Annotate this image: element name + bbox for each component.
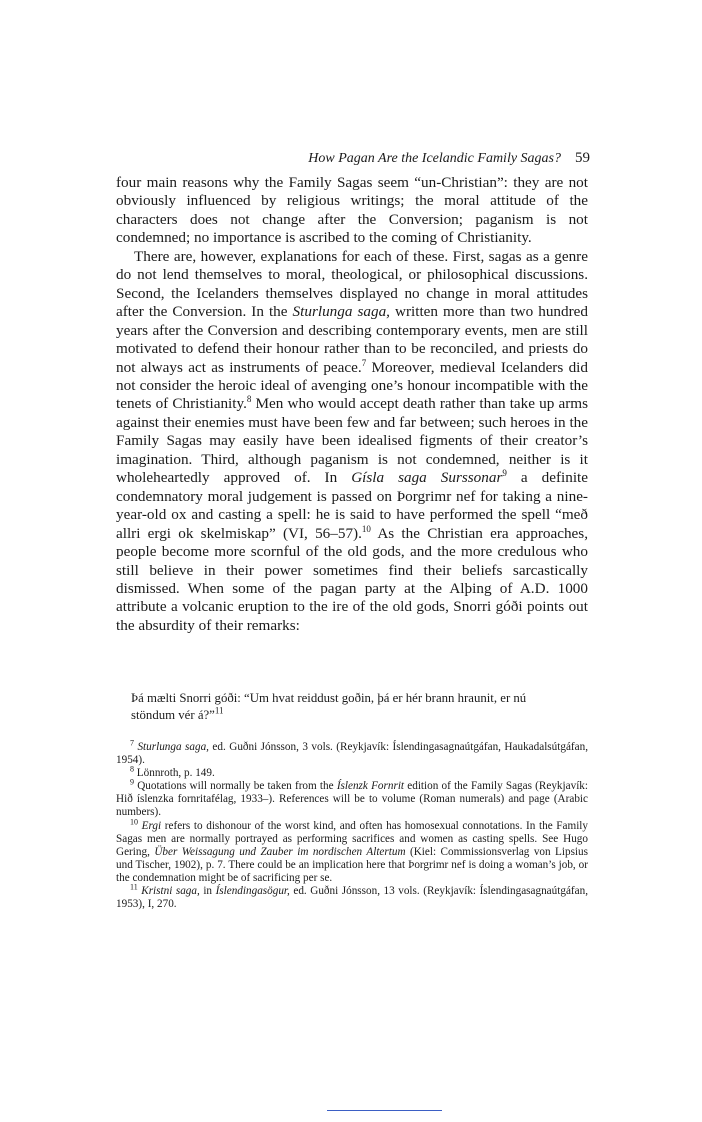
footnote-italic: Sturlunga saga, bbox=[137, 741, 209, 753]
footnote-9 bbox=[116, 777, 589, 819]
block-quote bbox=[131, 690, 571, 724]
footnote-text-b: edition of the Family Sagas (Reykjavík: Hið íslenzka fornritafélag, 1933–). References will be to volume (Roman numerals) and page (Arabic numbers). bbox=[116, 780, 589, 819]
footnote-text-a: in bbox=[199, 885, 216, 898]
footnote-7 bbox=[116, 738, 588, 767]
footnote-num: 7 bbox=[130, 738, 134, 748]
footnote-num: 10 bbox=[130, 816, 138, 826]
paragraph-1: four main reasons why the Family Sagas seem “un-Christian”: they are not obviously influenced by religious writings; the moral attitude of the characters does not change after the Conversion; paganism is not condemned; no importance is ascribed to the coming of Christianity. bbox=[116, 174, 588, 247]
p2-text-f: As the Christian era approaches, people become more scornful of the old gods, and the more credulous who still believe in their power sometimes find their beliefs sarcastically dismissed. When some of the pagan party at the Alþing of A.D. 1000 attribute a volcanic eruption to the ire of the old gods, Snorri góði points out the absurdity of their remarks: bbox=[116, 524, 588, 634]
footnotes bbox=[116, 738, 589, 911]
quote-body: Þá mælti Snorri góði: “Um hvat reiddust goðin, þá er hér brann hraunit, er nú stöndum vér á?” bbox=[131, 691, 527, 722]
gisla-title: Gísla saga Surssonar bbox=[351, 469, 503, 487]
p2-text-d: Men who would accept death rather than take up arms against their enemies must have been few and far between; such heroes in the Family Sagas may easily have been idealised figments of their creator’s imagination. Third, although paganism is not condemned, neither is it wholeheartedly approved of. In bbox=[116, 395, 588, 487]
running-title: How Pagan Are the Icelandic Family Sagas? bbox=[308, 151, 561, 166]
page-number: 59 bbox=[575, 150, 590, 166]
footnote-num: 11 bbox=[130, 882, 138, 892]
paragraph-2 bbox=[116, 248, 588, 636]
footnote-text-b: ed. Guðni Jónsson, 13 vols. (Reykjavík: Íslendingasagnaútgáfan, 1953), I, 270. bbox=[116, 885, 588, 911]
footnote-ref-7[interactable]: 7 bbox=[361, 357, 367, 368]
p2-text-e: a definite condemnatory moral judgement is passed on Þorgrimr nef for taking a nine-year-old ox and casting a spell: he is said to have performed the spell “með allri ergi ok skelmiskap” (VI, 56–57). bbox=[116, 469, 588, 542]
body-text bbox=[116, 174, 588, 635]
footnote-italic: Kristni saga, bbox=[141, 885, 200, 898]
bottom-divider bbox=[327, 1110, 442, 1111]
sturlunga-title: Sturlunga saga, bbox=[292, 303, 390, 321]
footnote-text: ed. Guðni Jónsson, 3 vols. (Reykjavík: Íslendingasagnaútgáfan, Haukadalsútgáfan, 1954). bbox=[116, 741, 588, 767]
footnote-num: 9 bbox=[130, 777, 134, 787]
running-head bbox=[115, 150, 590, 167]
footnote-8 bbox=[116, 764, 588, 780]
p2-text-c: Moreover, medieval Icelanders did not consider the heroic ideal of avenging one’s honour incompatible with the tenets of Christianity. bbox=[116, 358, 588, 413]
footnote-italic-2: Über Weissagung und Zauber im nordischen Altertum bbox=[154, 845, 406, 858]
footnote-ref-8[interactable]: 8 bbox=[246, 394, 252, 405]
footnote-italic: Ergi bbox=[141, 819, 162, 832]
p2-text-a: There are, however, explanations for each of these. First, sagas as a genre do not lend themselves to moral, theological, or philosophical discussions. Second, the Icelanders themselves displayed no change in moral attitudes after the Conversion. In the bbox=[116, 247, 588, 321]
footnote-10 bbox=[116, 816, 588, 885]
footnote-text-a: Quotations will normally be taken from the bbox=[137, 780, 337, 793]
footnote-text: Lönnroth, p. 149. bbox=[136, 767, 215, 780]
footnote-num: 8 bbox=[130, 764, 134, 774]
p2-text-b: written more than two hundred years after the Conversion and describing contemporary events, men are still motivated to defend their honour rather than to be reconciled, and priests do not always act as instruments of peace. bbox=[116, 303, 589, 376]
quote-text bbox=[131, 690, 571, 724]
footnote-11 bbox=[116, 882, 588, 911]
footnote-ref-11[interactable]: 11 bbox=[214, 705, 224, 716]
footnote-ref-10[interactable]: 10 bbox=[361, 523, 371, 534]
footnote-text-b: (Kiel: Commissionsverlag von Lipsius und Tischer, 1902), p. 7. There could be an implication here that Þorgrimr nef is doing a woman’s job, or the condemnation might be of sacrificing per se. bbox=[116, 845, 588, 884]
footnote-italic: Íslenzk Fornrit bbox=[336, 780, 405, 793]
footnote-text-a: refers to dishonour of the worst kind, and often has homosexual connotations. In the Family Sagas men are normally portrayed as performing sacrifices and women as casting spells. See Hugo Gering, bbox=[116, 819, 588, 858]
footnote-italic-2: Íslendingasögur, bbox=[215, 885, 290, 898]
footnote-ref-9[interactable]: 9 bbox=[502, 468, 507, 479]
